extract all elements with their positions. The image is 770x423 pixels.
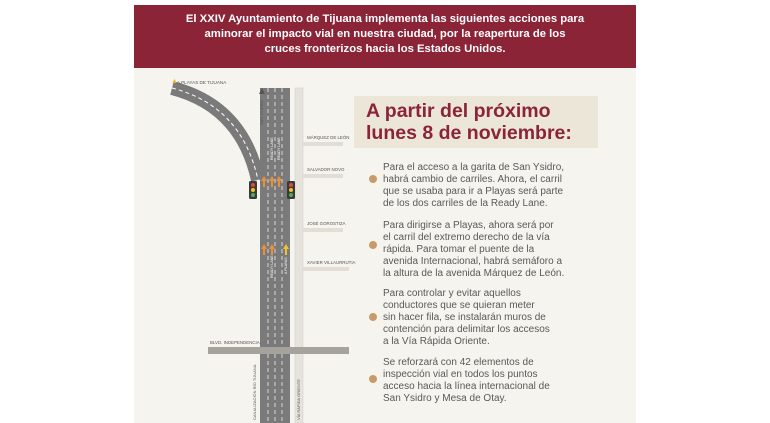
- street-marquez-de-leon: [303, 142, 343, 146]
- list-item: Se reforzará con 42 elementos de inspección vial en todos los puntos acceso hacia la línea internacional de San Ysidro y Mesa de Otay.: [383, 357, 550, 404]
- street-jose-gorostiza: [303, 228, 343, 232]
- bullet-3: [369, 313, 377, 321]
- label-a-playas-lane: A PLAYAS: [284, 257, 288, 274]
- infographic-card: [134, 5, 636, 423]
- label-xavier-villaurrutia: XAVIER VILLAURRUTIA: [307, 260, 356, 265]
- list-item: Para dirigirse a Playas, ahora será por el carril del extremo derecho de la vía rápida. Para tomar el puente de la avenida Internacional, habrá semáforo a la altura de la avenida Márquez de León.: [383, 220, 565, 279]
- label-jose-gorostiza: JOSÉ GOROSTIZA: [307, 221, 346, 226]
- label-canalizacion: CANALIZACIÓN RÍO TIJUANA: [252, 364, 257, 420]
- label-san-ysidro: SAN YSIDRO: [259, 100, 264, 125]
- street-xavier-villaurrutia: [303, 267, 349, 271]
- playas-ramp-road: [172, 88, 258, 180]
- banner-line-1: El XXIV Ayuntamiento de Tijuana implementa las siguientes acciones para: [185, 13, 585, 25]
- date-heading: [354, 96, 598, 148]
- street-salvador-novo: [303, 174, 343, 178]
- list-item: Para el acceso a la garita de San Ysidro, habrá cambio de carriles. Ahora, el carril que se usaba para ir a Playas será parte de los dos carriles de la Ready Lane.: [383, 162, 565, 209]
- banner-line-2: aminorar el impacto vial en nuestra ciudad, por la reapertura de los: [204, 28, 566, 40]
- label-ready-lane-top-2: READY LANE: [277, 137, 281, 160]
- road-map: [134, 68, 356, 423]
- heading-line-2: lunes 8 de noviembre:: [366, 122, 572, 144]
- via-rapida-oriente-road: [295, 88, 303, 423]
- bullet-1: [369, 175, 377, 183]
- label-ready-lane-top-1: READY LANE: [270, 137, 274, 160]
- label-marquez-de-leon: MÁRQUEZ DE LEÓN: [307, 135, 350, 140]
- title-banner: [134, 5, 636, 68]
- traffic-light-left-icon: [249, 181, 257, 199]
- playas-pin-icon: ▲: [171, 78, 178, 85]
- heading-line-1: A partir del próximo: [366, 100, 551, 122]
- list-item: Para controlar y evitar aquellos conductores que se quieran meter sin hacer fila, se instalarán muros de contención para delimitar los accesos a la Vía Rápida Oriente.: [383, 288, 550, 347]
- label-blvd-independencia: BLVD. INDEPENDENCIA: [210, 340, 260, 345]
- label-via-rapida-oriente: VÍA RÁPIDA ORIENTE: [296, 379, 301, 420]
- banner-line-3: cruces fronterizos hacia los Estados Unidos.: [264, 43, 506, 55]
- traffic-light-right-icon: [287, 181, 295, 199]
- label-to-playas: A PLAYAS DE TIJUANA: [177, 80, 227, 85]
- blvd-independencia-road: [208, 347, 349, 354]
- label-ready-lane-bottom: READY LANE: [270, 255, 274, 278]
- bullet-4: [369, 375, 377, 383]
- bullet-2: [369, 241, 377, 249]
- label-salvador-novo: SALVADOR NOVO: [307, 167, 345, 172]
